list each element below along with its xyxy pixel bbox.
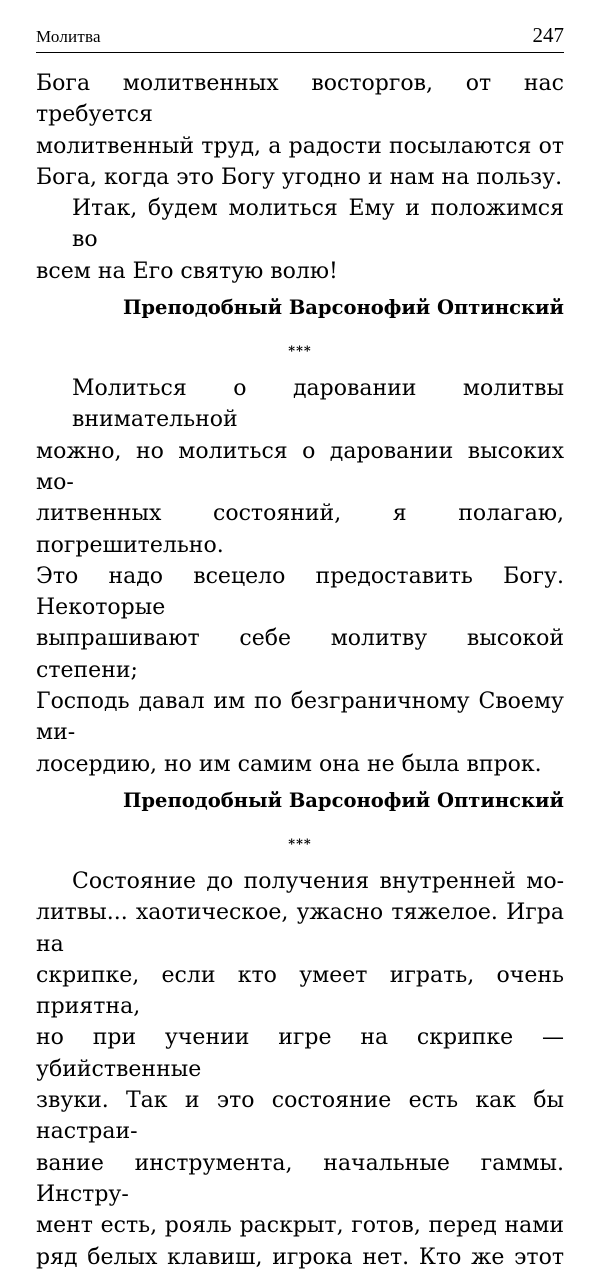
text-line: ряд белых клавиш, игрока нет. Кто же этот [36,1244,564,1270]
text-line: Бога молитвенных восторгов, от нас требуется [36,71,564,128]
text-line: Господь давал им по безграничному Своему ми- [36,689,564,746]
paragraph-4 [36,866,564,1273]
text-line: Состояние до получения внутренней мо- [72,868,564,894]
text-line: можно, но молиться о даровании высоких мо- [36,438,564,495]
text-line: литвенных состояний, я полагаю, погрешительно. [36,501,564,558]
text-line: выпрашивают себе молитву высокой степени; [36,626,564,683]
page-number: 247 [532,23,564,47]
paragraph-1 [36,68,564,193]
text-line: молитвенный труд, а радости посылаются от [36,133,564,159]
paragraph-2 [36,193,564,287]
section-separator: *** [288,344,312,360]
text-line: но при учении игре на скрипке — убийственные [36,1025,564,1082]
text-line: Это надо всецело предоставить Богу. Некоторые [36,563,564,621]
text-line: лосердию, но им самим она не была впрок. [36,751,542,777]
author-attribution: Преподобный Варсонофий Оптинский [123,296,564,320]
text-line: Итак, будем молиться Ему и положимся во [72,196,564,253]
paragraph-3 [36,373,564,780]
running-title: Молитва [36,27,101,46]
text-line: скрипке, если кто умеет играть, очень приятна, [36,962,564,1020]
text-line: мент есть, рояль раскрыт, готов, перед нами [36,1213,564,1239]
text-line: всем на Его святую волю! [36,258,338,284]
text-line: вание инструмента, начальные гаммы. Инстру- [36,1150,564,1207]
page-content [36,68,564,1273]
text-line: звуки. Так и это состояние есть как бы настраи- [36,1088,564,1145]
author-attribution: Преподобный Варсонофий Оптинский [123,788,564,812]
text-line: Бога, когда это Богу угодно и нам на пользу. [36,164,563,190]
page-header [36,18,564,53]
text-line: Молиться о даровании молитвы внимательной [72,376,564,433]
section-separator: *** [288,836,312,852]
text-line: литвы... хаотическое, ужасно тяжелое. Игра на [36,900,564,957]
